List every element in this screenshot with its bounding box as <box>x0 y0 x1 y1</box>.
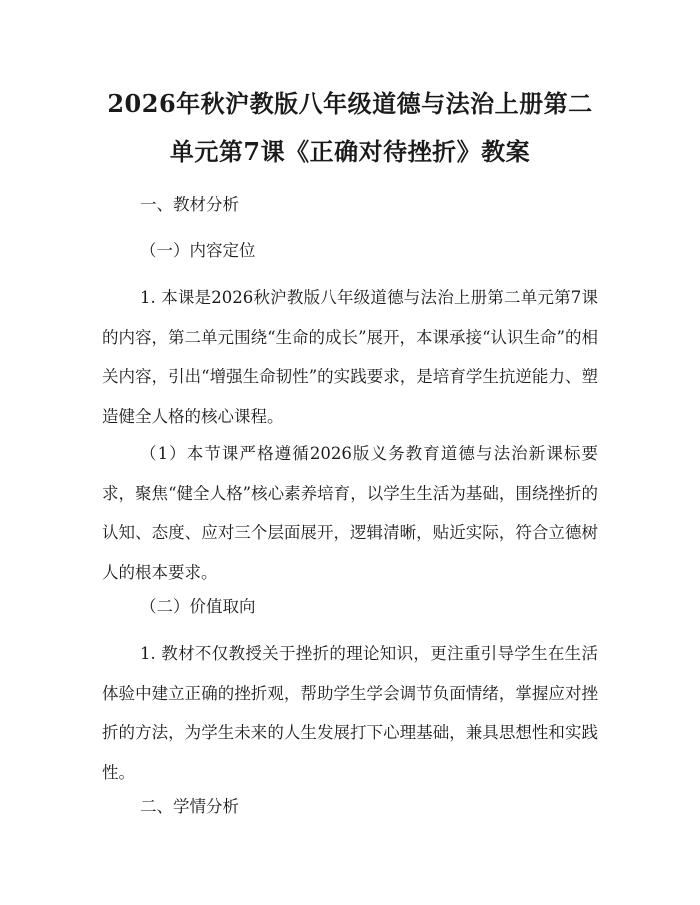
paragraph-curriculum-standard: （1）本节课严格遵循2026版义务教育道德与法治新课标要求，聚焦“健全人格”核心素养培育，以学生生活为基础，围绕挫折的认知、态度、应对三个层面展开，逻辑清晰，贴近实际，符合立德树人的根本要求。 <box>102 444 598 582</box>
subsection-heading-value-orientation: （二）价值取向 <box>140 597 256 616</box>
section-heading-learner-analysis: 二、学情分析 <box>140 797 239 816</box>
document-title-line-1: 2026年秋沪教版八年级道德与法治上册第二 <box>107 89 593 118</box>
paragraph-value-orientation: 1. 教材不仅教授关于挫折的理论知识，更注重引导学生在生活体验中建立正确的挫折观，帮助学生学会调节负面情绪，掌握应对挫折的方法，为学生未来的人生发展打下心理基础，兼具思想性和实践性。 <box>102 644 598 782</box>
paragraph-content-positioning: 1. 本课是2026秋沪教版八年级道德与法治上册第二单元第7课的内容，第二单元围绕“生命的成长”展开，本课承接“认识生命”的相关内容，引出“增强生命韧性”的实践要求，是培育学生抗逆能力、塑造健全人格的核心课程。 <box>102 288 598 426</box>
document-title-line-2: 单元第7课《正确对待挫折》教案 <box>169 137 531 166</box>
subsection-heading-content-positioning: （一）内容定位 <box>140 241 256 260</box>
section-heading-textbook-analysis: 一、教材分析 <box>140 195 239 214</box>
